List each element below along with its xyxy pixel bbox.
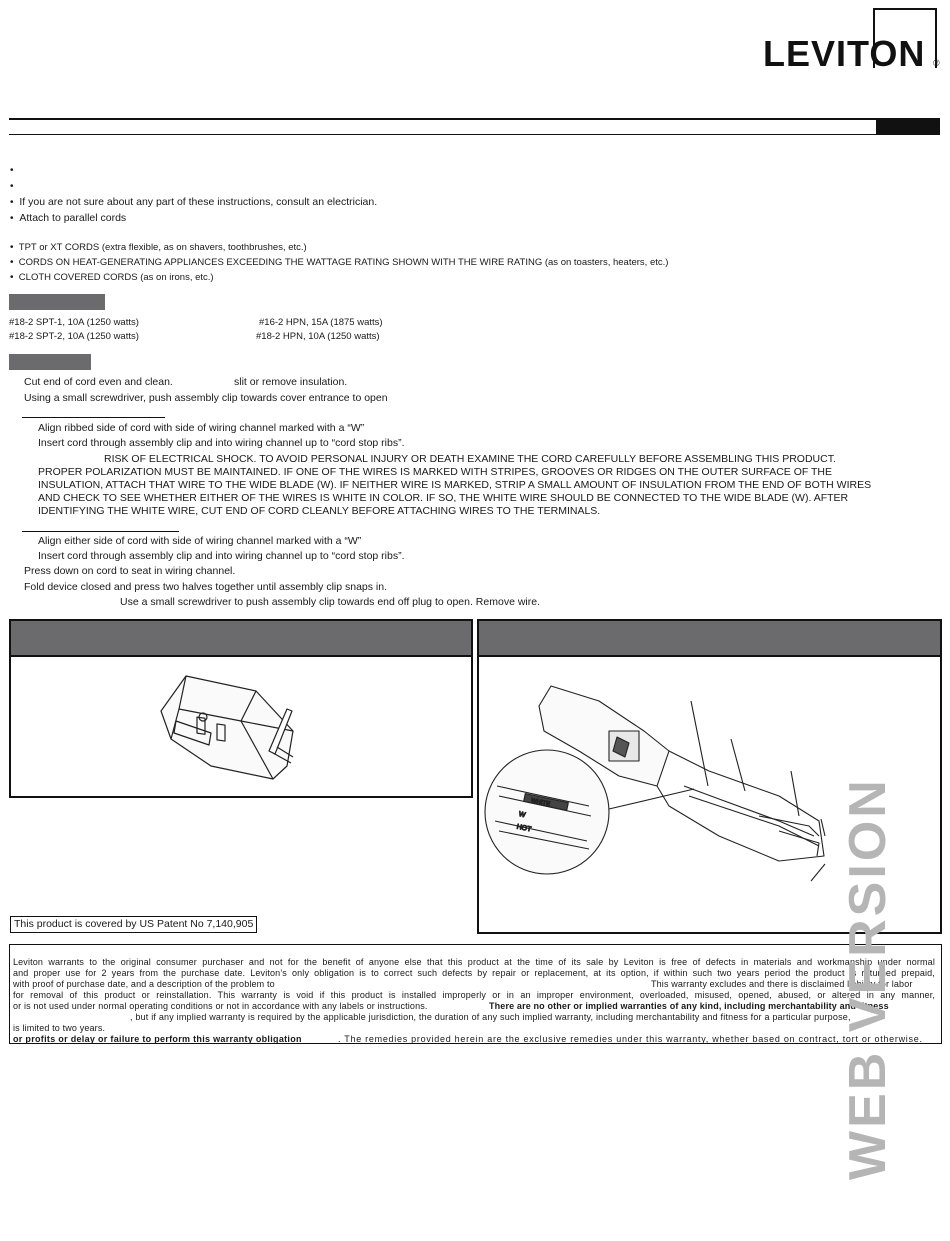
intro-bullet-3: • If you are not sure about any part of these instructions, consult an electrician. — [10, 196, 378, 208]
label-white: WHITE — [530, 797, 551, 808]
registered-mark: ® — [933, 58, 940, 68]
warning-line-4: AND CHECK TO SEE WHETHER EITHER OF THE WIRES IS WHITE IN COLOR. IF SO, THE WHITE WIRE SHOULD BE CONNECTED TO THE WIDE BLADE (W). AFTER — [38, 492, 849, 504]
plug-closed-illustration — [11, 621, 471, 796]
figure-box-left — [9, 619, 473, 798]
rating-right-2: #18-2 HPN, 10A (1250 watts) — [256, 331, 380, 342]
warranty-line-1: Leviton warrants to the original consumer purchaser and not for the benefit of anyone else that this product at the time of its sale by Leviton is free of defects in materials and workmanship under normal — [13, 957, 935, 967]
intro-bullet-1: • — [10, 165, 14, 176]
either-heading-underline — [22, 531, 179, 532]
step-press-cord: Press down on cord to seat in wiring channel. — [24, 565, 236, 577]
step-remove-wire: Use a small screwdriver to push assembly clip towards end off plug to open. Remove wire. — [120, 596, 540, 608]
logo-text: LEVITON — [763, 33, 926, 74]
warranty-line-8b: . The remedies provided herein are the exclusive remedies under this warranty, whether based on contract, tort or otherwise. — [338, 1034, 923, 1044]
rating-left-1: #18-2 SPT-1, 10A (1250 watts) — [9, 317, 139, 328]
patent-notice: This product is covered by US Patent No 7,140,905 — [10, 916, 257, 933]
intro-bullet-2: • — [10, 181, 14, 192]
title-rule-bottom — [9, 134, 940, 135]
title-rule-top — [9, 118, 940, 120]
warning-line-5: IDENTIFYING THE WHITE WIRE, CUT END OF CORD CLEANLY BEFORE ATTACHING WIRES TO THE TERMINALS. — [38, 505, 601, 517]
title-rule-block — [876, 119, 940, 135]
ribbed-heading-underline — [22, 417, 165, 418]
section-tab-instructions — [9, 354, 91, 370]
warranty-line-7: is limited to two years. — [13, 1023, 106, 1033]
step-insert-either: Insert cord through assembly clip and into wiring channel up to “cord stop ribs”. — [38, 550, 405, 562]
step-cut-cord: Cut end of cord even and clean. — [24, 376, 173, 388]
warranty-line-6: , but if any implied warranty is required by the applicable jurisdiction, the duration of any such implied warranty, including merchantability and fitness for a particular purpose, — [130, 1012, 851, 1022]
warranty-line-5a: or is not used under normal operating conditions or not in accordance with any labels or instructions. — [13, 1001, 428, 1011]
warning-line-2: PROPER POLARIZATION MUST BE MAINTAINED. IF ONE OF THE WIRES IS MARKED WITH STRIPES, GROOVES OR RIDGES ON THE OUTER SURFACE OF THE — [38, 466, 833, 478]
step-align-either: Align either side of cord with side of wiring channel marked with a “W” — [38, 535, 362, 547]
warranty-line-8a: or profits or delay or failure to perform this warranty obligation — [13, 1034, 302, 1044]
rating-left-2: #18-2 SPT-2, 10A (1250 watts) — [9, 331, 139, 342]
not-for-bullet-3: • CLOTH COVERED CORDS (as on irons, etc.) — [10, 272, 214, 283]
step-slit-insulation: slit or remove insulation. — [234, 376, 348, 388]
not-for-bullet-2: • CORDS ON HEAT-GENERATING APPLIANCES EXCEEDING THE WATTAGE RATING SHOWN WITH THE WIRE RATING (as on toasters, heaters, etc.) — [10, 257, 669, 268]
step-open-clip: Using a small screwdriver, push assembly clip towards cover entrance to open — [24, 392, 388, 404]
step-fold-device: Fold device closed and press two halves together until assembly clip snaps in. — [24, 581, 388, 593]
not-for-bullet-1: • TPT or XT CORDS (extra flexible, as on shavers, toothbrushes, etc.) — [10, 242, 307, 253]
leviton-logo — [763, 8, 943, 74]
label-hot: HOT — [515, 823, 532, 834]
warning-line-3: INSULATION, ATTACH THAT WIRE TO THE WIDE BLADE (W). IF NEITHER WIRE IS MARKED, STRIP A SMALL AMOUNT OF INSULATION FROM THE END OF BOTH WIRES — [38, 479, 872, 491]
warranty-line-2: and proper use for 2 years from the purchase date. Leviton’s only obligation is to correct such defects by repair or replacement, at its option, if within such two years period the product is returned prepaid, — [13, 968, 935, 978]
web-version-watermark: WEB VERSION — [839, 777, 897, 1180]
warranty-line-4: for removal of this product or reinstallation. This warranty is void if this product is installed improperly or in an improper environment, overloaded, misused, opened, abused, or altered in any manner, — [13, 990, 935, 1000]
warranty-line-3b: This warranty excludes and there is disclaimed liability for labor — [651, 979, 913, 989]
section-tab-cord-types — [9, 294, 105, 310]
label-w: W — [518, 811, 526, 820]
step-align-ribbed: Align ribbed side of cord with side of wiring channel marked with a “W” — [38, 422, 365, 434]
step-insert-ribbed: Insert cord through assembly clip and into wiring channel up to “cord stop ribs”. — [38, 437, 405, 449]
warranty-line-5b: There are no other or implied warranties of any kind, including merchantability and fitness — [489, 1001, 889, 1011]
warning-line-1: RISK OF ELECTRICAL SHOCK. TO AVOID PERSONAL INJURY OR DEATH EXAMINE THE CORD CAREFULLY BEFORE ASSEMBLING THIS PRODUCT. — [104, 453, 836, 465]
warranty-line-3a: with proof of purchase date, and a description of the problem to — [13, 979, 275, 989]
rating-right-1: #16-2 HPN, 15A (1875 watts) — [259, 317, 383, 328]
intro-bullet-4: • Attach to parallel cords — [10, 212, 127, 224]
